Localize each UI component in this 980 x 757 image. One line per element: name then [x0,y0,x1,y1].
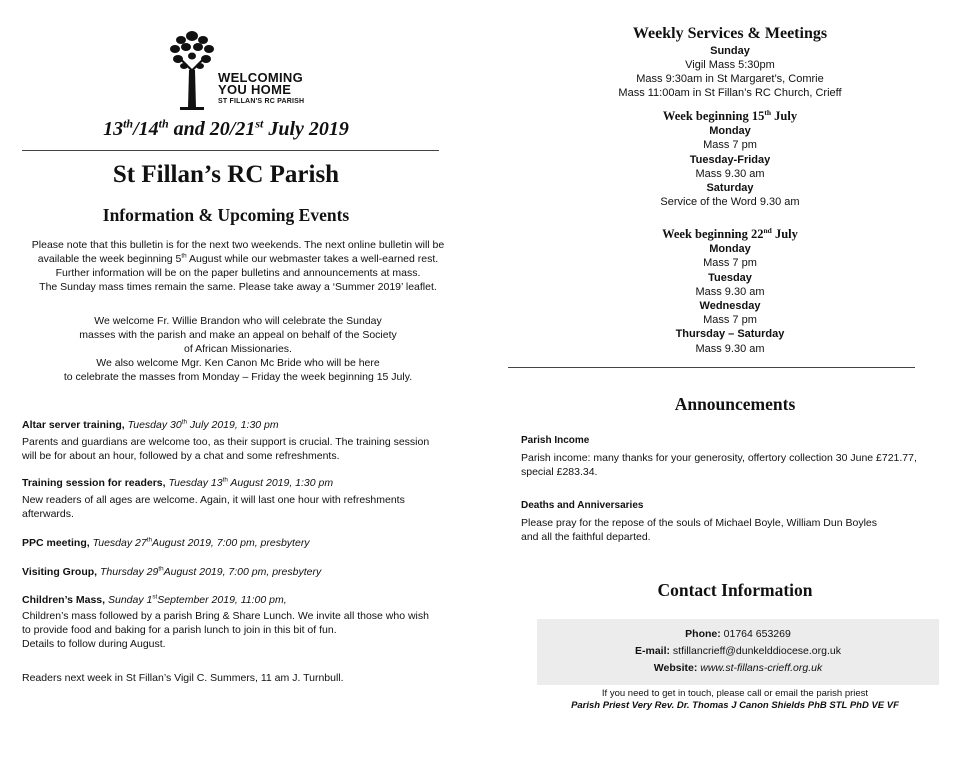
services-title: Weekly Services & Meetings [632,25,828,42]
week-schedule [505,109,955,209]
phone-label: Phone: [685,628,721,640]
event-when: August 2019, 7:00 pm, presbytery [163,566,322,578]
subheading: Deaths and Anniversaries [521,500,644,511]
email-row [537,645,939,657]
divider [508,367,915,368]
service-time: Mass 9.30 am [695,167,765,180]
event-item [22,476,452,521]
event-item [22,593,452,651]
date-part: 13 [103,118,124,140]
service-time: Mass 7 pm [703,314,757,327]
event-when: August 2019, 7:00 pm, presbytery [151,537,310,549]
income-line: Parish income: many thanks for your generosity, offertory collection 30 June £721.77, [521,452,917,464]
day-label: Tuesday-Friday [689,153,771,166]
phone-row [537,628,939,640]
welcome-line: of African Missionaries. [184,343,292,355]
event-heading [22,565,452,579]
notice-text: available the week beginning 5 [37,253,182,265]
subheading: Parish Income [521,435,590,446]
parish-logo [168,28,318,116]
event-heading [22,418,452,432]
website-label: Website: [653,662,698,674]
welcome-line: masses with the parish and make an appeal on behalf of the Society [79,329,397,341]
event-desc-line: Children’s mass followed by a parish Bring & Share Lunch. We invite all those who wish [22,610,429,622]
service-time: Mass 7 pm [703,139,757,152]
deaths-line: and all the faithful departed. [521,531,651,543]
service-time: Vigil Mass 5:30pm [685,59,775,71]
week-title-text: July [771,227,798,241]
event-when: September 2019, 11:00 pm, [157,594,287,606]
event-description [22,435,452,463]
event-when: Thursday 29 [97,566,159,578]
event-title: PPC meeting, [22,537,90,549]
event-heading [22,476,452,490]
email-link[interactable]: stfillancrieff@dunkelddiocese.org.uk [670,645,841,657]
event-description [22,609,452,651]
date-sup: th [158,116,169,131]
income-line: special £283.34. [521,466,598,478]
event-item [22,418,452,463]
notice-sup: th [181,252,187,260]
welcome-paragraph [18,314,458,356]
event-when: Tuesday 13 [165,477,223,489]
divider [22,150,439,151]
event-when: Sunday 1 [105,594,153,606]
day-label: Monday [709,243,751,256]
week-title-text: July [771,109,798,123]
notice-line: The Sunday mass times remain the same. Please take away a ‘Summer 2019’ leaflet. [39,281,437,293]
announcements-title: Announcements [674,394,796,414]
welcome-paragraph [18,356,458,384]
phone-number[interactable]: 01764 653269 [720,628,791,640]
notice-text: August while our webmaster takes a well-earned rest. [186,253,439,265]
logo-line-2: YOU HOME [218,82,292,97]
service-time: Mass 9.30 am [695,342,765,355]
event-desc-line: to provide food and baking for a parish lunch to join in this bit of fun. [22,624,337,636]
week-title [505,109,955,123]
readers-note: Readers next week in St Fillan’s Vigil C. Summers, 11 am J. Turnbull. [22,672,344,684]
notice-line: Further information will be on the paper bulletins and announcements at mass. [55,267,421,279]
notice-line [18,252,458,266]
event-title: Visiting Group, [22,566,98,578]
website-row [537,662,939,674]
day-label: Wednesday [699,300,761,313]
event-title: Training session for readers, [22,477,166,489]
notice-line: Please note that this bulletin is for the next two weekends. The next online bulletin will be [31,239,445,251]
deaths-anniversaries [521,499,951,544]
event-title: Altar server training, [22,419,125,431]
service-time: Mass 7 pm [703,257,757,270]
contact-box [537,619,939,685]
event-desc-line: Parents and guardians are welcome too, as their support is crucial. The training session [22,436,430,448]
week-title [505,227,955,241]
event-when: Tuesday 30 [124,419,182,431]
logo-line-3: ST FILLAN'S RC PARISH [218,98,305,105]
week-title-text: Week beginning 22 [662,227,764,241]
event-heading [22,536,452,550]
event-item [22,536,452,550]
event-desc-line: Details to follow during August. [22,638,166,650]
event-description [22,493,452,521]
parish-title: St Fillan’s RC Parish [112,161,340,188]
event-item [22,565,452,579]
event-title: Children’s Mass, [22,594,106,606]
week-title-sup: th [764,107,772,117]
week-title-sup: nd [763,225,772,235]
event-desc-line: afterwards. [22,508,74,520]
sunday-services [505,44,955,100]
day-label: Thursday – Saturday [675,328,785,341]
contact-title: Contact Information [657,580,813,600]
logo-line-1: WELCOMING [218,70,304,85]
bulletin-dates [22,118,430,141]
event-sup: th [158,565,164,573]
tree-icon [168,30,216,112]
event-when: Tuesday 27 [89,537,147,549]
date-sup: st [255,116,264,131]
day-label: Monday [709,125,751,138]
date-part: /14 [133,118,159,140]
parish-income [521,434,951,479]
bulletin-notice [18,238,458,294]
contact-note: If you need to get in touch, please call or email the parish priest [601,688,869,699]
week-schedule [505,227,955,356]
event-when: July 2019, 1:30 pm [186,419,279,431]
event-when: August 2019, 1:30 pm [227,477,334,489]
website-link[interactable]: www.st-fillans-crieff.org.uk [697,662,823,674]
event-heading [22,593,452,607]
day-label: Sunday [710,45,750,57]
welcome-line: to celebrate the masses from Monday – Friday the week beginning 15 July. [63,371,413,383]
contact-footer [505,688,965,712]
service-time: Mass 9.30 am [695,285,765,298]
event-desc-line: New readers of all ages are welcome. Again, it will last one hour with refreshments [22,494,405,506]
week-title-text: Week beginning 15 [662,109,765,123]
day-label: Saturday [706,182,754,195]
event-sup: th [222,476,228,484]
date-part: July 2019 [263,118,349,140]
service-time: Mass 9:30am in St Margaret’s, Comrie [636,73,824,85]
date-sup: th [123,116,134,131]
section-title: Information & Upcoming Events [102,205,350,225]
service-time: Service of the Word 9.30 am [660,196,800,209]
event-sup: st [152,593,158,601]
service-time: Mass 11:00am in St Fillan’s RC Church, Crieff [618,87,842,99]
date-part: and 20/21 [168,118,256,140]
welcome-line: We welcome Fr. Willie Brandon who will celebrate the Sunday [94,315,382,327]
email-label: E-mail: [635,645,671,657]
event-desc-line: will be for about an hour, followed by a chat and some refreshments. [22,450,340,462]
day-label: Tuesday [708,271,752,284]
event-sup: th [146,536,152,544]
deaths-line: Please pray for the repose of the souls of Michael Boyle, William Dun Boyles [521,517,878,529]
welcome-line: We also welcome Mgr. Ken Canon Mc Bride who will be here [96,357,380,369]
priest-name: Parish Priest Very Rev. Dr. Thomas J Canon Shields PhB STL PhD VE VF [571,700,899,711]
event-sup: th [181,418,187,426]
